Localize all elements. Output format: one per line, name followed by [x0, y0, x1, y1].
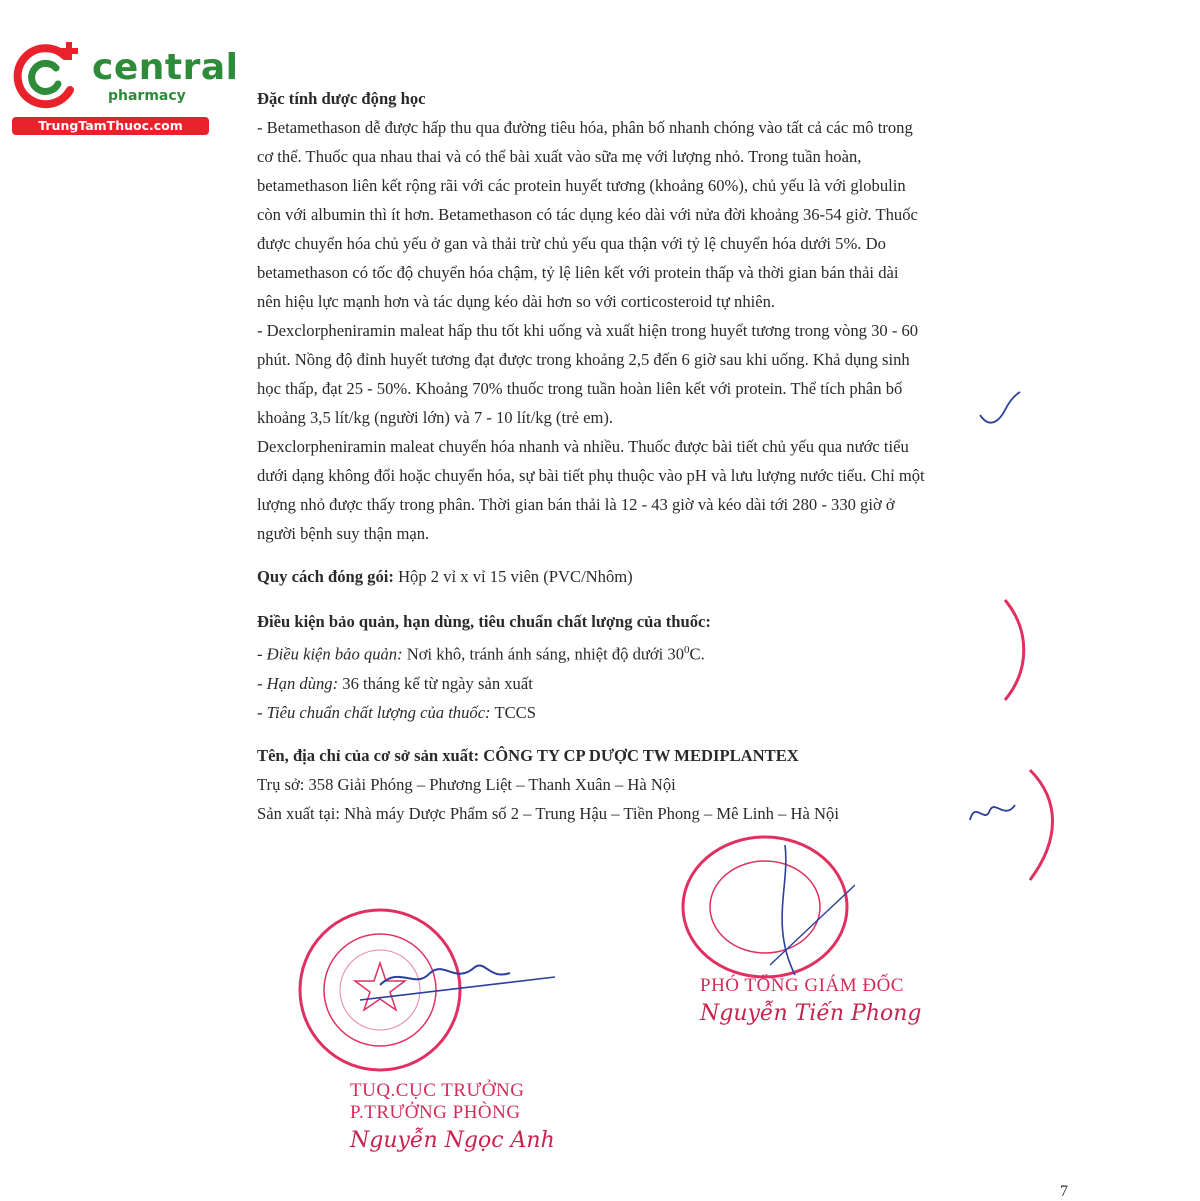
initial-mark: [975, 390, 1035, 440]
signature-block-left: [350, 1080, 610, 1153]
manufacturer-hq: Trụ sở: 358 Giải Phóng – Phương Liệt – Thanh Xuân – Hà Nội: [257, 774, 676, 794]
storage-condition-value: Nơi khô, tránh ánh sáng, nhiệt độ dưới 30: [402, 644, 685, 664]
margin-stamp-marks: [985, 590, 1065, 890]
brand-logo[interactable]: [10, 38, 239, 138]
shelf-life-label: - Hạn dùng:: [257, 673, 339, 693]
storage-condition: [257, 636, 1057, 669]
signature-right-title: PHÓ TỔNG GIÁM ĐỐC: [700, 975, 904, 996]
storage-condition-label: - Điều kiện bảo quản:: [257, 644, 403, 664]
brand-name: central: [92, 47, 239, 88]
storage-heading: Điều kiện bảo quản, hạn dùng, tiêu chuẩn chất lượng của thuốc:: [257, 612, 711, 631]
text-line: betamethason có tốc độ chuyển hóa chậm, tỷ lệ liên kết với protein thấp và thời gian bán thải dài: [257, 263, 899, 282]
text-line: - Dexclorpheniramin maleat hấp thu tốt khi uống và xuất hiện trong huyết tương trong vòng 30 - 60: [257, 321, 919, 340]
text-line: học thấp, đạt 25 - 50%. Khoảng 70% thuốc trong tuần hoàn liên kết với protein. Thể tích phân bố: [257, 379, 903, 398]
packaging-label: Quy cách đóng gói:: [257, 567, 394, 586]
initial-mark-2: [965, 795, 1025, 835]
quality-standard: [257, 698, 1057, 727]
signature-block-right: [700, 975, 940, 1026]
text-line: được chuyển hóa chủ yếu ở gan và thải trừ chủ yếu qua thận với tỷ lệ chuyển hóa dưới 5%. Do: [257, 234, 886, 253]
storage-condition-unit: C.: [689, 644, 705, 664]
text-line: - Betamethason dễ được hấp thu qua đường tiêu hóa, phân bố nhanh chóng vào tất cả các mô trong: [257, 118, 913, 137]
text-line: Dexclorpheniramin maleat chuyển hóa nhanh và nhiều. Thuốc được bài tiết chủ yếu qua nước tiểu: [257, 437, 909, 456]
brand-subtitle: pharmacy: [108, 88, 186, 104]
pharmacokinetics-text: [257, 113, 1057, 548]
signature-left-title-2: P.TRƯỞNG PHÒNG: [350, 1102, 521, 1123]
text-line: betamethason liên kết rộng rãi với các protein huyết tương (khoảng 60%), chủ yếu là với globulin: [257, 176, 906, 195]
signature-left-title-1: TUQ.CỤC TRƯỞNG: [350, 1080, 525, 1101]
text-line: nên hiệu lực mạnh hơn và tác dụng kéo dài hơn so với corticosteroid tự nhiên.: [257, 292, 776, 311]
manufacturer-factory: Sản xuất tại: Nhà máy Dược Phẩm số 2 – Trung Hậu – Tiền Phong – Mê Linh – Hà Nội: [257, 803, 839, 823]
page-number: 7: [1060, 1183, 1068, 1200]
text-line: lượng nhỏ được thấy trong phân. Thời gian bán thải là 12 - 43 giờ và kéo dài tới 280 - 330 giờ ở: [257, 495, 895, 514]
text-line: phút. Nồng độ đỉnh huyết tương đạt được trong khoảng 2,5 đến 6 giờ sau khi uống. Khả dụng sinh: [257, 350, 910, 369]
brand-url[interactable]: TrungTamThuoc.com: [12, 117, 209, 135]
text-line: khoảng 3,5 lít/kg (người lớn) và 7 - 10 lít/kg (trẻ em).: [257, 408, 614, 427]
manufacturer-line: [257, 741, 1057, 770]
company-stamp: [675, 835, 855, 985]
signature-left-name: Nguyễn Ngọc Anh: [350, 1128, 555, 1153]
central-pharmacy-logo-icon: [10, 38, 90, 116]
manufacturer-name: CÔNG TY CP DƯỢC TW MEDIPLANTEX: [479, 745, 799, 765]
text-line: cơ thể. Thuốc qua nhau thai và có thể bài xuất vào sữa mẹ với lượng nhỏ. Trong tuần hoàn,: [257, 147, 862, 166]
quality-standard-value: TCCS: [490, 702, 536, 722]
shelf-life: [257, 669, 1057, 698]
packaging-value: Hộp 2 vỉ x vỉ 15 viên (PVC/Nhôm): [393, 567, 633, 586]
text-line: còn với albumin thì ít hơn. Betamethason có tác dụng kéo dài với nửa đời khoảng 36-54 giờ. Thuốc: [257, 205, 918, 224]
quality-standard-label: - Tiêu chuẩn chất lượng của thuốc:: [257, 702, 491, 722]
shelf-life-value: 36 tháng kể từ ngày sản xuất: [338, 673, 533, 693]
degree-sup: 0: [684, 644, 690, 656]
signature-right-name: Nguyễn Tiến Phong: [700, 1001, 922, 1026]
pharmacokinetics-heading: Đặc tính dược động học: [257, 89, 426, 108]
left-signature-stroke: [360, 955, 560, 1005]
document-body: [257, 84, 1057, 828]
text-line: người bệnh suy thận mạn.: [257, 524, 430, 543]
manufacturer-label: Tên, địa chỉ của cơ sở sản xuất:: [257, 745, 480, 765]
packaging-line: [257, 562, 1057, 591]
text-line: dưới dạng không đổi hoặc chuyển hóa, sự bài tiết phụ thuộc vào pH và lưu lượng nước tiểu. Chỉ một: [257, 466, 925, 485]
